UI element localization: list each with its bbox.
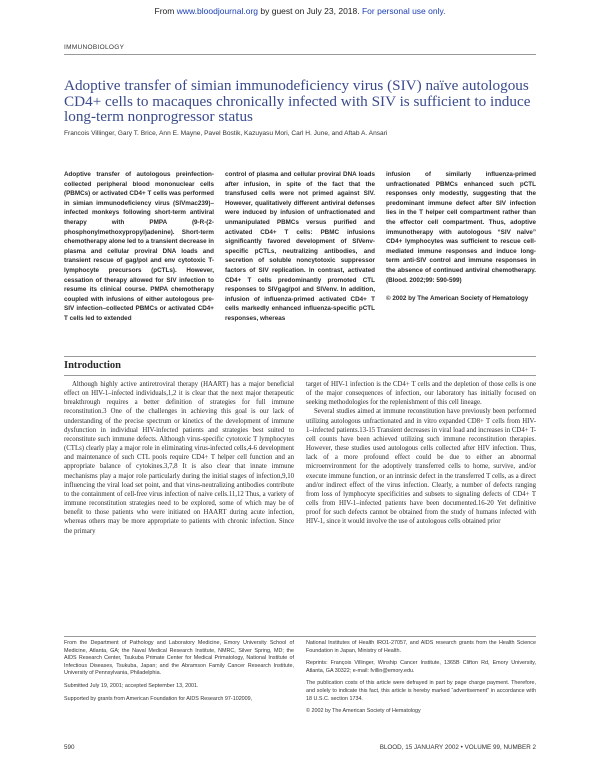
body-paragraph: Although highly active antiretroviral therapy (HAART) has a major beneficial effect on HIV-1–infected individuals,1,2 it is clear that the next major therapeutic breakthrough requires a better definition of strategies for full immune reconstitution.3 One of the challenges in achieving this goal is our lack of understanding of the precise spectrum or kinetics of the development of immune dysfunction in individual HIV-infected patients and strategies best suited to reconstitute such immune defects. Although virus-specific cytotoxic T lymphocytes (CTLs) clearly play a major role in eliminating virus-infected cells,4-6 development and maintenance of such CTL pools require CD4+ T helper cell function and an appropriate balance of cytokines.3,7,8 It is also clear that innate immune mechanisms play a major role particularly during the initial stages of infection,9,10 influencing the viral load set point, and that virus-neutralizing antibodies contribute to the containment of cell-free virus infection of naive cells.11,12 Thus, a variety of immune reconstitution strategies need to be explored, some of which may be of benefit to those patients who were initiated on HAART during acute infection, whereas others may be more appropriate to patients with chronic infection. Since the primary: [64, 381, 294, 535]
section-tag: IMMUNOBIOLOGY: [64, 44, 125, 51]
body-col-2: [306, 380, 536, 536]
banner-middle: by guest on July 23, 2018.: [258, 6, 362, 16]
footnote-copyright: © 2002 by The American Society of Hematology: [306, 708, 421, 715]
footnotes-col-1: [64, 640, 294, 721]
footnote-reprints: Reprints: François Villinger, Winship Cancer Institute, 1365B Clifton Rd, Emory University, Atlanta, GA 30322; e-mail: fvillin@emory.edu.: [306, 660, 536, 674]
banner-personal-use-link[interactable]: For personal use only.: [361, 6, 446, 16]
abstract-col-3-text: infusion of similarly influenza-primed unfractionated PBMCs enhanced such pCTL responses only modestly, suggesting that the predominant immune defect after SIV infection lies in the T helper cell compartment rather than the effector cell compartment. Thus, adoptive immunotherapy with autologous “SIV naïve” CD4+ lymphocytes was sufficient to rescue cell-mediated immune responses and induce long-term anti-SIV control and immune responses in the absence of continued antiviral chemotherapy. (Blood. 2002;99: 590-599): [386, 171, 536, 284]
body-text: [64, 380, 536, 536]
intro-top-rule: [64, 356, 536, 357]
banner-site-link[interactable]: www.bloodjournal.org: [176, 6, 259, 16]
journal-citation: BLOOD, 15 JANUARY 2002 • VOLUME 99, NUMBER 2: [379, 744, 536, 751]
intro-heading: Introduction: [64, 360, 121, 371]
footnote-rule: [64, 636, 536, 637]
download-banner: [0, 6, 600, 16]
page-number: 590: [64, 744, 75, 751]
footnote-supported: Supported by grants from American Foundation for AIDS Research 97-102009,: [64, 695, 253, 702]
footnote-submitted: Submitted July 19, 2001; accepted September 13, 2001.: [64, 682, 199, 689]
abstract-col-2: control of plasma and cellular proviral DNA loads after infusion, in spite of the fact that the transfused cells were not primed against SIV. However, qualitatively different antiviral defenses were induced by infusion of unfractionated and unmanipulated PBMCs versus purified and activated CD4+ T cells: PBMC infusions significantly favored development of SIVenv-specific pCTLs, neutralizing antibodies, and secretion of soluble noncytotoxic suppressor factors of SIV replication. In contrast, activated CD4+ T cells predominantly promoted CTL responses to SIVgag/pol and SIVenv. In addition, infusion of influenza-primed activated CD4+ T cells markedly enhanced influenza-specific pCTL responses, whereas: [225, 171, 375, 322]
abstract-col-3: [386, 170, 536, 324]
top-rule: [64, 54, 536, 55]
body-col-1: [64, 380, 294, 536]
footnotes: [64, 640, 536, 721]
body-paragraph: Several studies aimed at immune reconstitution have previously been performed utilizing autologous unfractionated and in vitro expanded CD8+ T cells from HIV-1–infected patients.13-15 Transient decreases in viral load and increases in CD4+ T-cell counts have been achieved utilizing such immune reconstitution therapies. However, these studies used autologous cells collected after HIV infection. Thus, lack of a more profound effect could be due to either an abnormal microenvironment for the adoptively transferred cells to home, survive, and/or execute immune function, or an intrinsic defect in the transferred T cells, as a direct and/or indirect effect of the virus infection. Clearly, a number of defects ranging from loss of lymphocyte specificities and subsets to signaling defects of CD4+ T cells from HIV-1–infected patients have been documented.16-20 Yet definitive proof for such defects cannot be obtained from the study of humans infected with HIV-1, since it would involve the use of autologous cells obtained prior: [306, 408, 536, 526]
abstract: [64, 170, 536, 324]
footnotes-col-2: [306, 640, 536, 721]
abstract-copyright: © 2002 by The American Society of Hematology: [386, 295, 529, 303]
footnote-grants: National Institutes of Health IRO1-27057, and AIDS research grants from the Health Science Foundation in Japan, Ministry of Health.: [306, 640, 536, 654]
banner-prefix: From: [154, 6, 177, 16]
intro-bottom-rule: [64, 375, 536, 376]
footnote-affiliations: From the Department of Pathology and Laboratory Medicine, Emory University School of Medicine, Atlanta, GA; the Naval Medical Research Institute, NMRC, Silver Spring, MD; the AIDS Research Center, Tsukuba Primate Center for Medical Primatology, National Institute of Infectious Diseases, Tsukuba, Japan; and the Abramson Family Cancer Research Institute, University of Pennsylvania, Philadelphia.: [64, 640, 294, 677]
body-paragraph: target of HIV-1 infection is the CD4+ T cells and the depletion of those cells is one of the major consequences of infection, our laboratory has initially focused on seeking methodologies for the replenishment of this cell lineage.: [306, 381, 536, 407]
article-title: Adoptive transfer of simian immunodeficiency virus (SIV) naïve autologous CD4+ cells to macaques chronically infected with SIV is sufficient to induce long-term nonprogressor status: [64, 77, 531, 125]
footnote-charges: The publication costs of this article were defrayed in part by page charge payment. Therefore, and solely to indicate this fact, this article is hereby marked “advertisement” in accordance with 18 U.S.C. section 1734.: [306, 680, 536, 702]
author-list: Francois Villinger, Gary T. Brice, Ann E. Mayne, Pavel Bostik, Kazuyasu Mori, Carl H. June, and Aftab A. Ansari: [64, 130, 388, 137]
abstract-col-1: Adoptive transfer of autologous preinfection-collected peripheral blood mononuclear cells (PBMCs) or activated CD4+ T cells was performed in simian immunodeficiency virus (SIVmac239)–infected monkeys following short-term antiviral therapy with PMPA (9-R-(2-phosphonylmethoxypropyl)adenine). Short-term chemotherapy alone led to a transient decrease in plasma and cellular proviral DNA loads and transient rescue of gag/pol and env cytotoxic T-lymphocyte precursors (pCTLs). However, cessation of therapy allowed for SIV infection to resume its clinical course. PMPA chemotherapy coupled with infusions of either autologous pre-SIV infection–collected PBMCs or activated CD4+ T cells led to extended: [64, 171, 214, 322]
